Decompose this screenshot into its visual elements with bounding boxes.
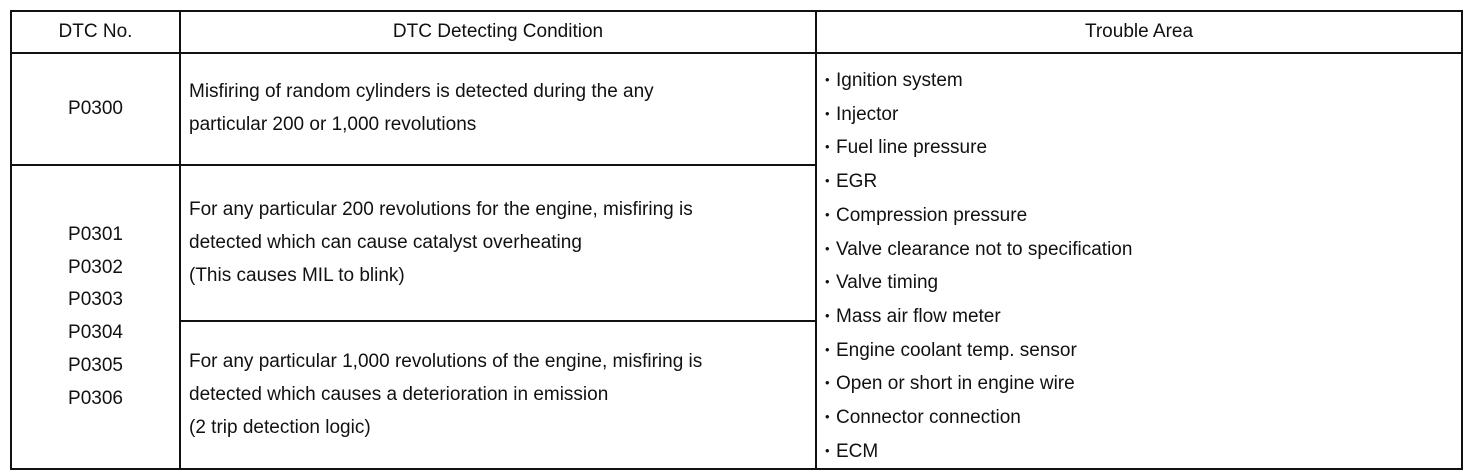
trouble-area-item: • Valve clearance not to specification (825, 233, 1461, 267)
bullet-icon: • (825, 206, 830, 222)
bullet-icon: • (825, 105, 830, 121)
condition-cell (180, 321, 816, 469)
header-detecting-condition: DTC Detecting Condition (180, 11, 816, 53)
trouble-area-item: • Engine coolant temp. sensor (825, 334, 1461, 368)
trouble-area-item: • Open or short in engine wire (825, 367, 1461, 401)
dtc-code-cell (11, 53, 180, 165)
header-dtc-no: DTC No. (11, 11, 180, 53)
trouble-area-item: • EGR (825, 165, 1461, 199)
bullet-icon: • (825, 307, 830, 323)
table-header-row (11, 11, 1462, 53)
bullet-icon: • (825, 139, 830, 155)
dtc-code: P0300 (68, 97, 123, 119)
trouble-area-item: • Valve timing (825, 266, 1461, 300)
condition-line: Misfiring of random cylinders is detected during the any (189, 81, 654, 103)
bullet-icon: • (825, 72, 830, 87)
condition-line: particular 200 or 1,000 revolutions (189, 114, 477, 135)
condition-line: (This causes MIL to blink) (189, 264, 405, 286)
condition-line: detected which causes a deterioration in emission (189, 384, 609, 406)
header-trouble-area: Trouble Area (816, 11, 1462, 53)
dtc-code: P0304 (68, 322, 123, 344)
trouble-area-item: • Connector connection (825, 401, 1461, 435)
bullet-icon: • (825, 341, 830, 357)
dtc-code: P0302 (68, 256, 123, 278)
bullet-icon: • (825, 409, 830, 425)
dtc-code: P0305 (68, 355, 123, 377)
condition-line: For any particular 200 revolutions for the engine, misfiring is (189, 199, 693, 221)
trouble-area-item: • Compression pressure (825, 199, 1461, 233)
bullet-icon: • (825, 274, 830, 290)
dtc-table (10, 10, 1463, 470)
table-row (11, 53, 1462, 165)
condition-line: detected which can cause catalyst overheating (189, 231, 582, 253)
bullet-icon: • (825, 173, 830, 189)
condition-cell (180, 53, 816, 165)
dtc-code-cell (11, 165, 180, 469)
trouble-area-cell (816, 53, 1462, 469)
condition-cell (180, 165, 816, 321)
trouble-area-item: • Injector (825, 98, 1461, 132)
bullet-icon: • (825, 442, 830, 458)
trouble-area-item: • Fuel line pressure (825, 131, 1461, 165)
dtc-code: P0303 (68, 289, 123, 311)
condition-line: For any particular 1,000 revolutions of the engine, misfiring is (189, 351, 703, 373)
trouble-area-item: • ECM (825, 435, 1461, 469)
trouble-area-item: • Mass air flow meter (825, 300, 1461, 334)
dtc-code: P0306 (68, 387, 123, 409)
trouble-area-item: • Ignition system (825, 64, 1461, 98)
bullet-icon: • (825, 375, 830, 391)
condition-line: (2 trip detection logic) (189, 416, 371, 438)
dtc-code: P0301 (68, 223, 123, 245)
bullet-icon: • (825, 240, 830, 256)
